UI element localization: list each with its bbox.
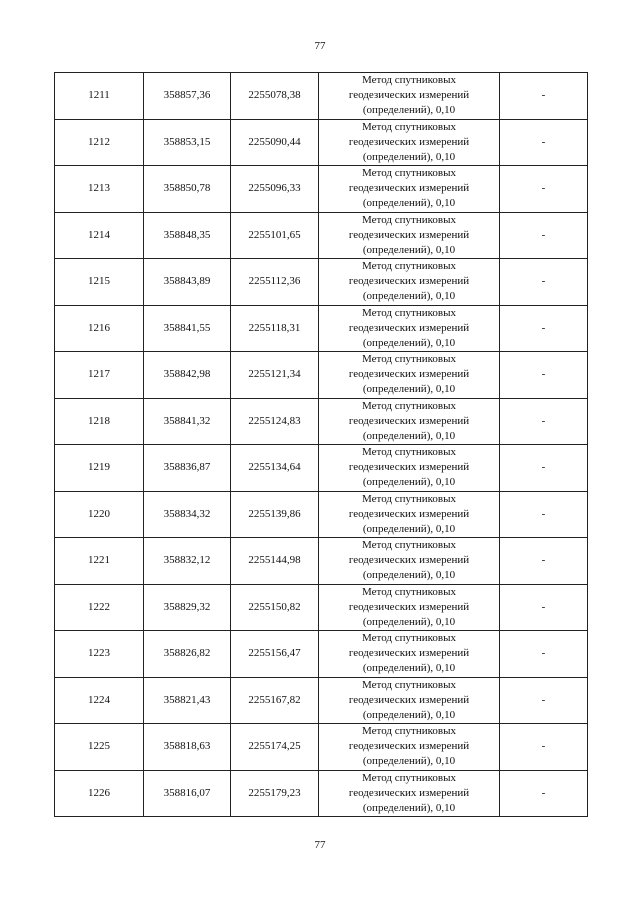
table-row [55, 352, 588, 399]
table-row [55, 538, 588, 585]
x-coordinate-cell: 358836,87 [144, 445, 231, 492]
description-cell: - [500, 677, 588, 724]
x-coordinate-cell: 358826,82 [144, 631, 231, 678]
method-line: Метод спутниковых [362, 260, 456, 273]
method-line: геодезических измерений [348, 554, 470, 567]
description-cell: - [500, 259, 588, 306]
y-coordinate-cell: 2255090,44 [231, 119, 319, 166]
method-line: Метод спутниковых [362, 771, 456, 784]
y-coordinate-cell: 2255078,38 [231, 73, 319, 120]
method-line: геодезических измерений [348, 135, 470, 148]
method-line: (определений), 0,10 [362, 336, 456, 349]
description-cell: - [500, 352, 588, 399]
description-cell: - [500, 445, 588, 492]
description-cell: - [500, 398, 588, 445]
method-line: Метод спутниковых [362, 213, 456, 226]
method-line: (определений), 0,10 [362, 476, 456, 489]
method-line: (определений), 0,10 [362, 569, 456, 582]
point-number-cell: 1217 [55, 352, 144, 399]
y-coordinate-cell: 2255167,82 [231, 677, 319, 724]
table-row [55, 491, 588, 538]
method-line: геодезических измерений [348, 228, 470, 241]
point-number-cell: 1221 [55, 538, 144, 585]
point-number-cell: 1216 [55, 305, 144, 352]
method-cell [319, 119, 500, 166]
y-coordinate-cell: 2255118,31 [231, 305, 319, 352]
coordinates-table [54, 72, 588, 817]
x-coordinate-cell: 358829,32 [144, 584, 231, 631]
y-coordinate-cell: 2255112,36 [231, 259, 319, 306]
method-cell [319, 166, 500, 213]
method-line: (определений), 0,10 [362, 708, 456, 721]
method-line: Метод спутниковых [362, 678, 456, 691]
method-cell [319, 584, 500, 631]
method-line: (определений), 0,10 [362, 383, 456, 396]
y-coordinate-cell: 2255134,64 [231, 445, 319, 492]
method-line: (определений), 0,10 [362, 243, 456, 256]
y-coordinate-cell: 2255096,33 [231, 166, 319, 213]
method-line: геодезических измерений [348, 740, 470, 753]
method-cell [319, 259, 500, 306]
method-line: Метод спутниковых [362, 725, 456, 738]
table-row [55, 770, 588, 817]
method-cell [319, 538, 500, 585]
method-line: Метод спутниковых [362, 167, 456, 180]
method-line: геодезических измерений [348, 786, 470, 799]
x-coordinate-cell: 358818,63 [144, 724, 231, 771]
y-coordinate-cell: 2255150,82 [231, 584, 319, 631]
y-coordinate-cell: 2255101,65 [231, 212, 319, 259]
table-row [55, 166, 588, 213]
method-line: Метод спутниковых [362, 353, 456, 366]
method-line: Метод спутниковых [362, 446, 456, 459]
table-row [55, 677, 588, 724]
method-cell [319, 631, 500, 678]
point-number-cell: 1215 [55, 259, 144, 306]
method-line: геодезических измерений [348, 647, 470, 660]
method-line: Метод спутниковых [362, 306, 456, 319]
table-row [55, 119, 588, 166]
x-coordinate-cell: 358850,78 [144, 166, 231, 213]
point-number-cell: 1222 [55, 584, 144, 631]
x-coordinate-cell: 358834,32 [144, 491, 231, 538]
table-row [55, 445, 588, 492]
point-number-cell: 1219 [55, 445, 144, 492]
method-cell [319, 305, 500, 352]
method-line: геодезических измерений [348, 89, 470, 102]
page-number-bottom: 77 [314, 839, 326, 851]
point-number-cell: 1226 [55, 770, 144, 817]
x-coordinate-cell: 358841,32 [144, 398, 231, 445]
point-number-cell: 1225 [55, 724, 144, 771]
method-cell [319, 677, 500, 724]
point-number-cell: 1212 [55, 119, 144, 166]
y-coordinate-cell: 2255121,34 [231, 352, 319, 399]
method-line: геодезических измерений [348, 275, 470, 288]
method-line: геодезических измерений [348, 461, 470, 474]
coordinates-table-body [55, 73, 588, 817]
method-line: (определений), 0,10 [362, 662, 456, 675]
point-number-cell: 1224 [55, 677, 144, 724]
table-row [55, 305, 588, 352]
y-coordinate-cell: 2255156,47 [231, 631, 319, 678]
method-line: геодезических измерений [348, 693, 470, 706]
method-cell [319, 73, 500, 120]
method-line: (определений), 0,10 [362, 615, 456, 628]
method-line: Метод спутниковых [362, 539, 456, 552]
point-number-cell: 1223 [55, 631, 144, 678]
method-cell [319, 491, 500, 538]
method-line: Метод спутниковых [362, 585, 456, 598]
method-line: (определений), 0,10 [362, 801, 456, 814]
description-cell: - [500, 584, 588, 631]
description-cell: - [500, 538, 588, 585]
table-row [55, 398, 588, 445]
x-coordinate-cell: 358842,98 [144, 352, 231, 399]
method-line: геодезических измерений [348, 600, 470, 613]
y-coordinate-cell: 2255124,83 [231, 398, 319, 445]
x-coordinate-cell: 358832,12 [144, 538, 231, 585]
method-line: (определений), 0,10 [362, 755, 456, 768]
description-cell: - [500, 491, 588, 538]
method-line: геодезических измерений [348, 368, 470, 381]
table-row [55, 259, 588, 306]
point-number-cell: 1214 [55, 212, 144, 259]
x-coordinate-cell: 358848,35 [144, 212, 231, 259]
description-cell: - [500, 631, 588, 678]
method-line: (определений), 0,10 [362, 429, 456, 442]
description-cell: - [500, 212, 588, 259]
method-cell [319, 770, 500, 817]
description-cell: - [500, 724, 588, 771]
method-cell [319, 724, 500, 771]
table-row [55, 631, 588, 678]
table-row [55, 724, 588, 771]
point-number-cell: 1213 [55, 166, 144, 213]
y-coordinate-cell: 2255174,25 [231, 724, 319, 771]
table-row [55, 73, 588, 120]
method-line: Метод спутниковых [362, 120, 456, 133]
x-coordinate-cell: 358816,07 [144, 770, 231, 817]
method-line: (определений), 0,10 [362, 290, 456, 303]
method-line: (определений), 0,10 [362, 150, 456, 163]
table-row [55, 584, 588, 631]
description-cell: - [500, 119, 588, 166]
x-coordinate-cell: 358821,43 [144, 677, 231, 724]
method-cell [319, 398, 500, 445]
method-line: (определений), 0,10 [362, 522, 456, 535]
method-line: Метод спутниковых [362, 632, 456, 645]
x-coordinate-cell: 358843,89 [144, 259, 231, 306]
description-cell: - [500, 305, 588, 352]
page-number-top: 77 [314, 40, 326, 52]
y-coordinate-cell: 2255139,86 [231, 491, 319, 538]
method-line: геодезических измерений [348, 182, 470, 195]
method-line: Метод спутниковых [362, 399, 456, 412]
method-line: геодезических измерений [348, 414, 470, 427]
method-line: геодезических измерений [348, 321, 470, 334]
method-cell [319, 352, 500, 399]
x-coordinate-cell: 358853,15 [144, 119, 231, 166]
method-line: Метод спутниковых [362, 492, 456, 505]
table-row [55, 212, 588, 259]
description-cell: - [500, 166, 588, 213]
y-coordinate-cell: 2255144,98 [231, 538, 319, 585]
method-cell [319, 212, 500, 259]
method-cell [319, 445, 500, 492]
x-coordinate-cell: 358857,36 [144, 73, 231, 120]
method-line: Метод спутниковых [362, 74, 456, 87]
x-coordinate-cell: 358841,55 [144, 305, 231, 352]
point-number-cell: 1211 [55, 73, 144, 120]
description-cell: - [500, 770, 588, 817]
description-cell: - [500, 73, 588, 120]
point-number-cell: 1220 [55, 491, 144, 538]
method-line: (определений), 0,10 [362, 104, 456, 117]
method-line: (определений), 0,10 [362, 197, 456, 210]
point-number-cell: 1218 [55, 398, 144, 445]
y-coordinate-cell: 2255179,23 [231, 770, 319, 817]
method-line: геодезических измерений [348, 507, 470, 520]
